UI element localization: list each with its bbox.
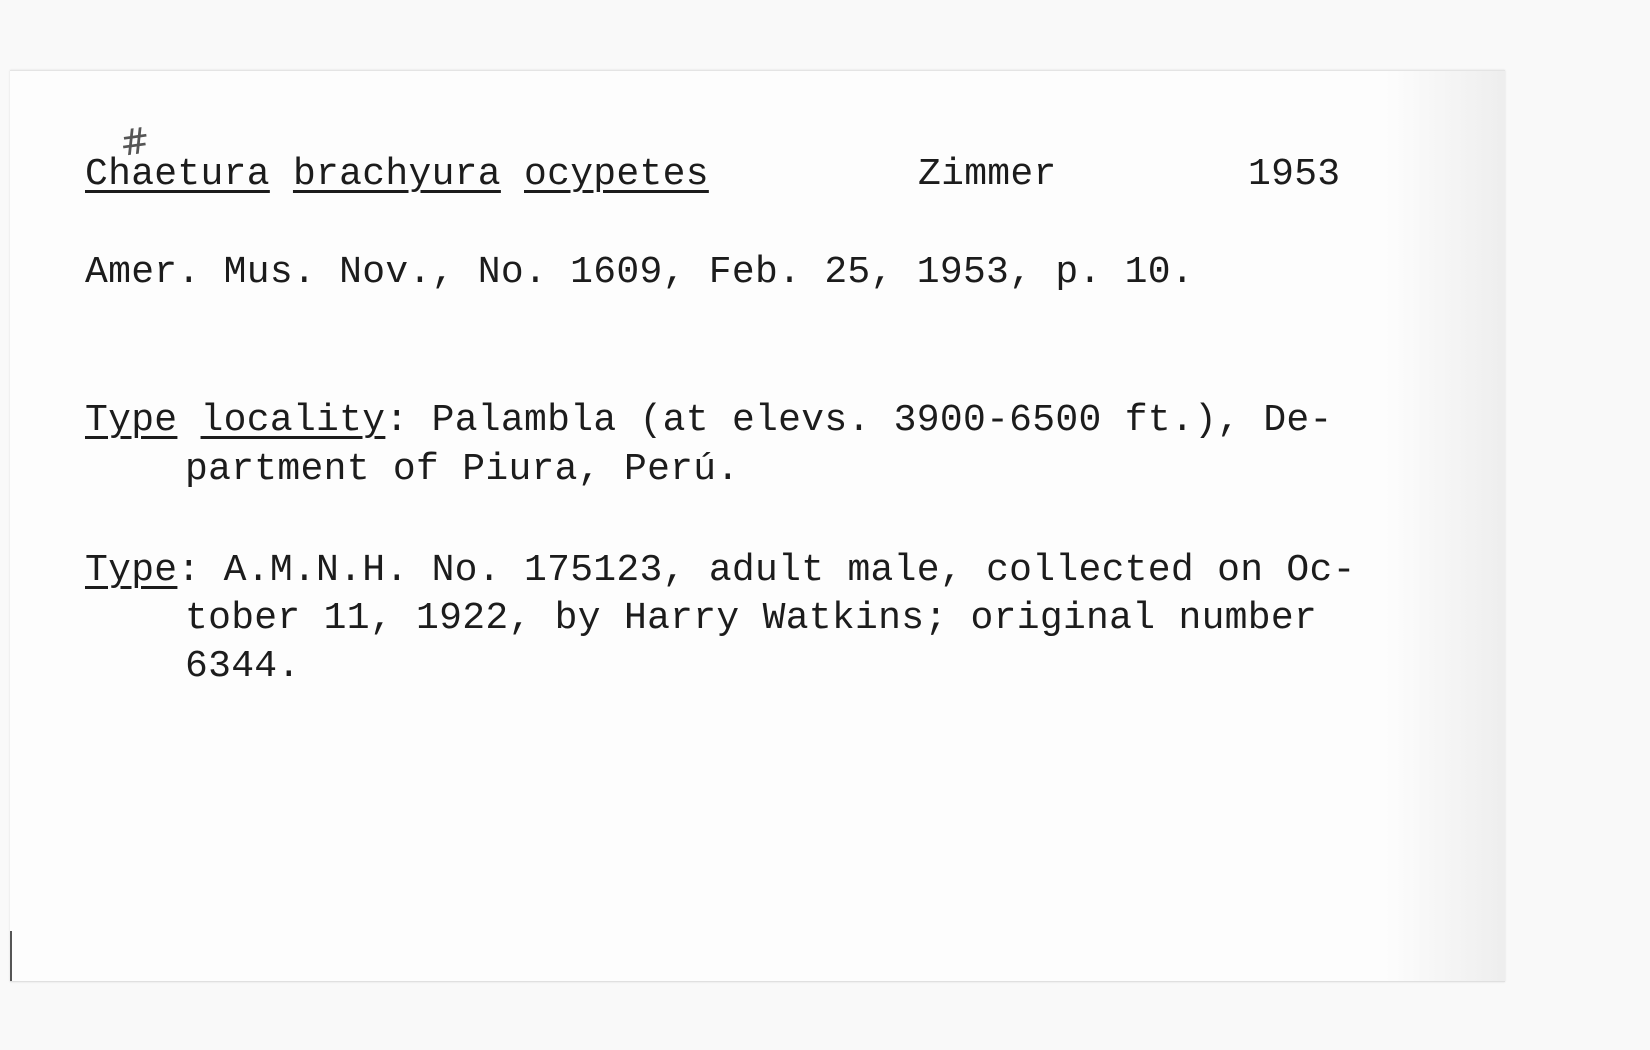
type-locality-colon: : [385,399,409,442]
species-name: brachyura [292,153,501,196]
type-locality-label-type: Type [85,399,178,442]
handwritten-hash-mark: # [117,120,153,165]
card-shading [1385,71,1505,981]
index-card [10,70,1505,982]
type-locality-text-2: partment of Piura, Perú. [185,448,740,491]
type-locality-line-1 [85,398,1333,444]
subspecies-name: ocypetes [524,153,709,196]
author-name: Zimmer [918,153,1057,196]
type-colon: : [177,549,201,592]
type-text-1: A.M.N.H. No. 175123, adult male, collected on Oc- [223,549,1356,592]
citation: Amer. Mus. Nov., No. 1609, Feb. 25, 1953, p. 10. [85,251,1194,294]
type-line-1 [85,548,1356,594]
year: 1953 [1248,153,1341,196]
type-locality-text-1: Palambla (at elevs. 3900-6500 ft.), De- [431,399,1333,442]
type-locality-label-locality: locality [200,399,386,442]
type-label: Type [85,549,178,592]
genus-name: Chaetura [85,153,270,196]
type-text-2: tober 11, 1922, by Harry Watkins; original number [185,597,1318,640]
heading-line [85,152,709,198]
card-edge-mark [10,931,12,981]
type-text-3: 6344. [185,645,301,688]
